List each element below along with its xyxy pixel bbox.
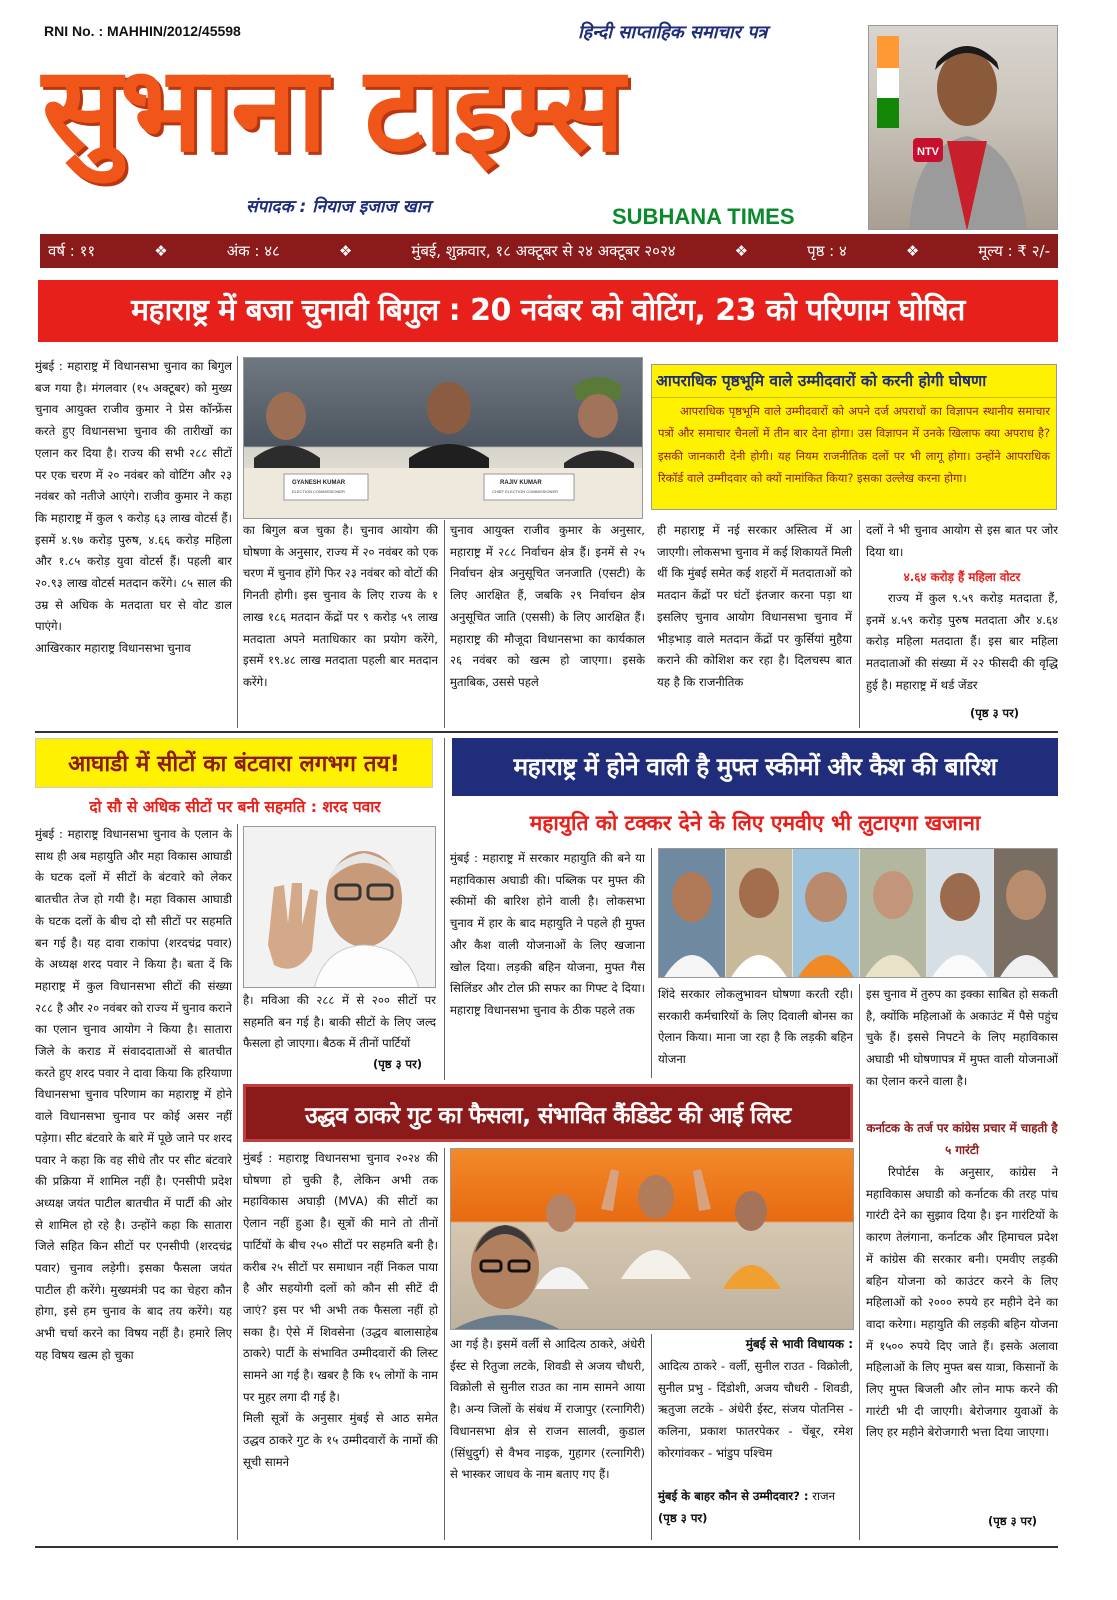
election-story-col5: दलों ने भी चुनाव आयोग से इस बात पर जोर दिया था। — [866, 523, 1058, 559]
uddhav-col1: मुंबई : महाराष्ट्र विधानसभा चुनाव २०२४ की घोषणा हो चुकी है, लेकिन अभी तक महाविकास अघाड़ी (MVA) की सीटों का ऐलान नहीं हुआ है। सूत्रों की माने तो तीनों पार्टियों के बीच २५० सीटों पर सहमति बनी है। करीब २५ सीटों पर समाधान नहीं निकल पाया है और सहयोगी दलों को कौन सी सीटें दी जाएं? इस पर भी अभी तक फैसला नहीं हो सका है। ऐसे में शिवसेना (उद्धव बालासाहेब ठाकरे) पार्टी के संभावित उम्मीदवारों की लिस्ट सामने आ गई है। खबर है कि १५ लोगों के नाम पर मुहर लगा दी गई है। मिली सूत्रों के अनुसार मुंबई से आठ समेत उद्धव ठाकरे गुट के १५ उम्मीदवारों के नामों की सूची सामने — [243, 1151, 438, 1469]
newspaper-title: सुभाना टाइम्स — [42, 40, 623, 178]
uddhav-continued-label: (पृष्ठ ३ पर) — [658, 1510, 708, 1525]
criminal-box-title: आपराधिक पृष्ठभूमि वाले उम्मीदवारों को करनी होगी घोषणा — [652, 365, 1056, 398]
rni-number: RNI No. : MAHHIN/2012/45598 — [44, 23, 241, 39]
election-story-col2: का बिगुल बज चुका है। चुनाव आयोग की घोषणा के अनुसार, राज्य में २० नवंबर को एक चरण में चुनाव होंगे फिर २३ नवंबर को वोटों की गिनती होगी। इस चुनाव के लिए राज्य के १ लाख १८६ मतदान केंद्रों पर ९ करोड़ ५९ लाख मतदाता अपने मताधिकार का प्रयोग करेंगे, इसमें १९.४८ लाख मतदाता पहली बार मतदान करेंगे। — [243, 523, 438, 689]
tagline: हिन्दी साप्ताहिक समाचार पत्र — [578, 22, 768, 43]
election-story-col1: मुंबई : महाराष्ट्र में विधानसभा चुनाव का बिगुल बज गया है। मंगलवार (१५ अक्टूबर) को मुख्य चुनाव आयुक्त राजीव कुमार ने प्रेस कॉन्फ्रेंस करते हुए विधानसभा चुनाव की तारीखों का एलान कर दिया है। राज्य की सभी २८८ सीटों पर एक चरण में २० नवंबर को वोटिंग और २३ नवंबर को नतीजे आएंगे। राजीव कुमार ने कहा कि महाराष्ट्र में कुल ९ करोड़ ६३ लाख वोटर्स हैं। इसमें ४.९७ करोड़ पुरुष, ४.६६ करोड़ महिला और १.८५ करोड़ युवा वोटर्स हैं। पहली बार २०.९३ लाख वोटर्स मतदान करेंगे। ८५ साल की उम्र से अधिक के मतदाता घर से वोट डाल पाएंगे। आखिरकार महाराष्ट्र विधानसभा चुनाव — [35, 359, 232, 656]
uddhav-headline: उद्धव ठाकरे गुट का फैसला, संभावित कैंडिडेट की आई लिस्ट — [243, 1084, 853, 1142]
outside-mumbai-subhead: मुंबई के बाहर कौन से उम्मीदवार? : — [658, 1489, 809, 1503]
price: मूल्य : ₹ २/- — [978, 242, 1050, 260]
criminal-box-body: आपराधिक पृष्ठभूमि वाले उम्मीदवारों को अपने दर्ज अपराधों का विज्ञापन स्थानीय समाचार पत्रों और समाचार चैनलों में तीन बार देना होगा। उस विज्ञापन में उनके खिलाफ क्या अपराध है? इसकी जानकारी देनी होगी। यह नियम राजनीतिक दलों पर भी लागू होगा। उन्होंने आपराधिक रिकॉर्ड वाले उम्मीदवार को क्यों नामांकित किया? इसका उल्लेख करना होगा। — [658, 404, 1050, 486]
aghadi-continued-label: (पृष्ठ ३ पर) — [370, 1057, 422, 1072]
rally-illustration — [451, 1149, 854, 1330]
separator: ❖ — [905, 242, 920, 260]
schemes-headline: महाराष्ट्र में होने वाली है मुफ्त स्कीमों और कैश की बारिश — [452, 738, 1058, 796]
mic-label: NTV — [917, 146, 939, 158]
aghadi-col2: है। मविआ की २८८ में से २०० सीटों पर सहमति बन गई है। बाकी सीटों के लिए जल्द फैसला हो जाएगा। बैठक में तीनों पार्टियों — [243, 993, 436, 1051]
nameplate-2: RAJIV KUMAR — [500, 480, 542, 486]
schemes-col1: मुंबई : महाराष्ट्र में सरकार महायुति की बने या महाविकास अघाडी की। पब्लिक पर मुफ्त की स्कीमों की बारिश होने वाली है। लोकसभा चुनाव में हार के बाद महायुति ने पहले ही मुफ्त और कैश वाली योजनाओं के लिए खजाना खोल दिया। लड़की बहिन योजना, मुफ्त गैस सिलिंडर और टोल फ्री सफर का गिफ्ट दे दिया। महाराष्ट्र विधानसभा चुनाव के ठीक पहले तक — [450, 851, 645, 1017]
nameplate-1: GYANESH KUMAR — [292, 480, 346, 486]
criminal-background-box — [651, 364, 1057, 510]
aghadi-col1: मुंबई : महाराष्ट्र विधानसभा चुनाव के एलान के साथ ही अब महायुति और महा विकास आघाडी के घटक दलों में सीटों के बंटवारे को लेकर बातचीत तेज हो गयी है। महा विकास आघाडी के घटक दलों के बीच दो सौ सीटों पर सहमति बन गई है। यह दावा राकांपा (शरदचंद्र पवार) के अध्यक्ष शरद पवार ने किया है। बता दें कि महाराष्ट्र में कुल विधानसभा सीटों की संख्या २८८ है और २० नवंबर को राज्य में चुनाव कराने का एलान चुनाव आयोग ने किया है। सातारा जिले के कराड में संवाददाताओं से बातचीत करते हुए शरद पवार ने दावा किया कि हरियाणा विधानसभा चुनाव परिणाम का महाराष्ट्र में होने वाले विधानसभा चुनाव पर कोई असर नहीं पड़ेगा। सीट बंटवारे के बारे में पूछे जाने पर शरद पवार ने कहा कि वह सीधे तौर पर सीट बंटवारे की प्रक्रिया में शामिल नहीं है। एनसीपी प्रदेश अध्यक्ष जयंत पाटील बातचीत में पार्टी की ओर से शामिल हो रहे है। उन्होंने कहा कि सातारा जिले सहित किन सीटों पर एनसीपी (शरदचंद्र पवार) चुनाव लड़ेगी। इसका फैसला जयंत पाटील ही करेंगे। मुख्यमंत्री पद का चेहरा कौन होगा, इसे हम चुनाव के बाद तय करेंगे। यह अभी चर्चा करने का विषय नहीं है। हमारे लिए यह विषय खत्म हो चुका — [35, 827, 232, 1362]
nameplate-role-1: ELECTION COMMISSIONER — [292, 489, 345, 494]
person-illustration — [869, 26, 1058, 230]
schemes-continued-label: (पृष्ठ ३ पर) — [988, 1514, 1038, 1528]
english-title: SUBHANA TIMES — [612, 204, 795, 229]
nameplate-role-2: CHIEF ELECTION COMMISSIONER — [492, 489, 559, 494]
uddhav-col2: आ गई है। इसमें वर्ली से आदित्य ठाकरे, अंधेरी ईस्ट से रितुजा लटके, शिवडी से अजय चौधरी, विक्रोली से सुनील राउत का नाम सामने आया है। अन्य जिलों के संबंध में राजापुर (रत्नागिरी) विधानसभा क्षेत्र से राजन सालवी, कुडाल (सिंधुदुर्ग) से वैभव नाइक, गुहागर (रत्नागिरी) से भास्कर जाधव के नाम बताए गए हैं। — [450, 1337, 645, 1482]
issue-date: मुंबई, शुक्रवार, १८ अक्टूबर से २४ अक्टूबर २०२४ — [411, 242, 676, 260]
page-count: पृष्ठ : ४ — [807, 242, 847, 260]
outside-mumbai-text: राजन — [812, 1489, 836, 1503]
editor-credit: संपादक : नियाज इजाज खान — [246, 197, 431, 217]
main-headline: महाराष्ट्र में बजा चुनावी बिगुल : 20 नवंबर को वोटिंग, 23 को परिणाम घोषित — [38, 280, 1058, 342]
sharad-pawar-photo — [243, 826, 436, 988]
schemes-col3: इस चुनाव में तुरुप का इक्का साबित हो सकती है, क्योंकि महिलाओं के अकाउंट में पैसे पहुंच चुके हैं। इससे निपटने के लिए महाविकास अघाडी भी घोषणापत्र में मुफ्त वाली योजनाओं का ऐलान करने वाला है। — [866, 987, 1058, 1088]
uddhav-thackeray-rally-photo — [450, 1148, 854, 1330]
women-voter-subhead: ४.६४ करोड़ हैं महिला वोटर — [903, 570, 1021, 584]
collage-illustration — [659, 849, 1058, 978]
uddhav-col3: आदित्य ठाकरे - वर्ली, सुनील राउत - विक्रोली, सुनील प्रभु - दिंडोशी, अजय चौधरी - शिवडी, ऋतुजा लटके - अंधेरी ईस्ट, संजय पोतनिस - कलिना, प्रकाश फातरपेकर - चेंबूर, रमेश कोरगांवकर - भांडुप पश्चिम — [658, 1359, 853, 1460]
volume-year: वर्ष : ११ — [48, 242, 96, 260]
schemes-col2: शिंदे सरकार लोकलुभावन घोषणा करती रही। सरकारी कर्मचारियों के लिए दिवाली बोनस का ऐलान किया। माना जा रहा है कि लड़की बहिन योजना — [658, 987, 853, 1067]
issue-number: अंक : ४८ — [226, 242, 280, 260]
schemes-col3b: रिपोर्टस के अनुसार, कांग्रेस ने महाविकास अघाडी को कर्नाटक की तरह पांच गारंटी देने का सुझाव दिया है। इन गारंटियों के कारण तेलंगाना, कर्नाटक और हिमाचल प्रदेश में कांग्रेस की सरकार बनी। एमवीए लड़की बहिन योजना को काउंटर करने के लिए महिलाओं को २००० रुपये हर महीने देने का वादा करेगा। महायुति की लड़की बहिन योजना में १५०० रुपये दिए जाते हैं। इसके अलावा महिलाओं के लिए मुफ्त बस यात्रा, किसानों के लिए मुफ्त बिजली और लोन माफ करने की गारंटी भी दी जाएगी। बेरोजगार युवाओं के लिए हर महीने बेरोजगारी भत्ता दिया जाएगा। — [866, 1165, 1058, 1440]
election-story-col5b: राज्य में कुल ९.५९ करोड़ मतदाता हैं, इनमें ४.५९ करोड़ पुरुष मतदाता और ४.६४ करोड़ महिला मतदाता हैं। इस बार महिला मतदाताओं की संख्या में २२ फीसदी की वृद्धि हुई है। महाराष्ट्र में थर्ड जेंडर — [866, 591, 1058, 692]
editor-photo — [868, 25, 1058, 230]
info-bar — [40, 234, 1058, 268]
aghadi-subheadline: दो सौ से अधिक सीटों पर बनी सहमति : शरद पवार — [89, 798, 381, 816]
election-story-col4: ही महाराष्ट्र में नई सरकार अस्तित्व में आ जाएगी। लोकसभा चुनाव में कई शिकायतें मिली थीं कि मुंबई समेत कई शहरों में मतदाताओं को मतदान केंद्रों पर घंटों इंतजार करना पड़ा था इसलिए चुनाव आयोग विधानसभा चुनाव में भीड़भाड़ वाले मतदान केंद्रों पर कुर्सियां मुहैया कराने की कोशिश कर रहा है। दिलचस्प बात यह है कि राजनीतिक — [657, 523, 852, 689]
continued-label: (पृष्ठ ३ पर) — [970, 706, 1020, 720]
press-conference-illustration — [244, 358, 643, 519]
uddhav-col3-tail — [658, 1486, 853, 1529]
schemes-subheadline: महायुति को टक्कर देने के लिए एमवीए भी लुटाएगा खजाना — [529, 811, 981, 835]
separator: ❖ — [338, 242, 353, 260]
karnataka-subhead: कर्नाटक के तर्ज पर कांग्रेस प्रचार में चाहती है ५ गारंटी — [866, 1121, 1058, 1157]
separator: ❖ — [734, 242, 749, 260]
separator: ❖ — [154, 242, 168, 260]
election-commission-photo — [243, 357, 643, 519]
aghadi-headline: आघाडी में सीटों का बंटवारा लगभग तय! — [35, 738, 433, 788]
portrait-illustration — [244, 827, 436, 988]
election-story-col3: चुनाव आयुक्त राजीव कुमार के अनुसार, महाराष्ट्र में २८८ निर्वाचन क्षेत्र हैं। इनमें से २५ निर्वाचन क्षेत्र अनुसूचित जनजाति (एसटी) के लिए आरक्षित हैं, जबकि २९ निर्वाचन क्षेत्र अनुसूचित जाति (एससी) के लिए आरक्षित हैं। महाराष्ट्र की मौजूदा विधानसभा का कार्यकाल २६ नवंबर को खत्म हो जाएगा। इसके मुताबिक, उससे पहले — [450, 523, 645, 689]
politicians-collage-photo — [658, 848, 1058, 978]
mumbai-candidates-subhead: मुंबई से भावी विधायक : — [745, 1337, 853, 1351]
